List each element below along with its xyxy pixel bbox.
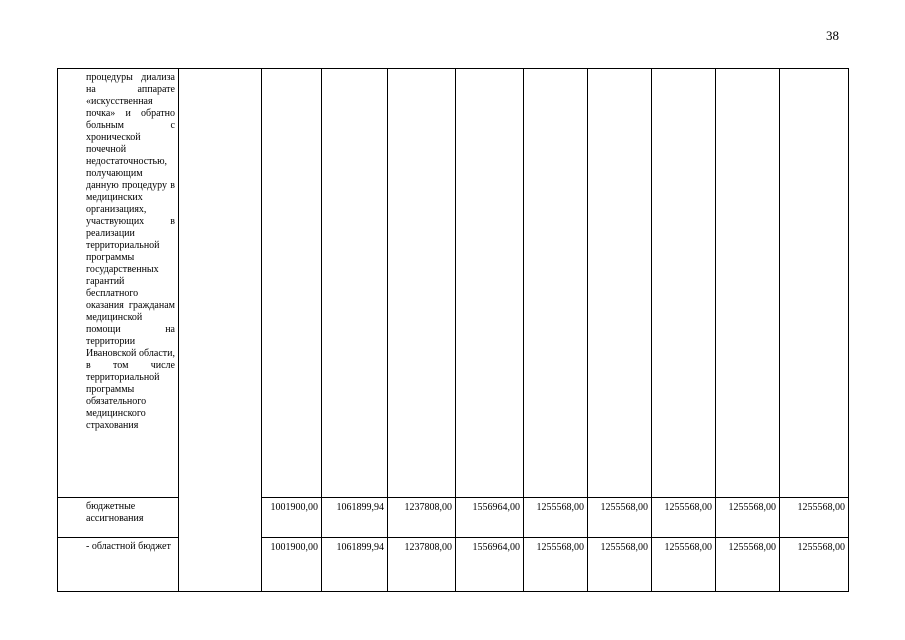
value-cell: 1556964,00 [456, 498, 524, 538]
value-cell: 1255568,00 [780, 498, 849, 538]
value-cell: 1255568,00 [652, 538, 716, 592]
value-cell: 1237808,00 [388, 498, 456, 538]
empty-cell [322, 69, 388, 498]
value-cell: 1237808,00 [388, 538, 456, 592]
value-cell: 1255568,00 [588, 538, 652, 592]
empty-cell [388, 69, 456, 498]
value-cell: 1255568,00 [716, 538, 780, 592]
empty-cell [652, 69, 716, 498]
value-cell: 1001900,00 [262, 498, 322, 538]
budget-table [57, 68, 849, 592]
row-label: бюджетные ассигнования [86, 501, 144, 524]
row-label: - областной бюджет [86, 541, 171, 552]
empty-cell [524, 69, 588, 498]
value-cell: 1061899,94 [322, 538, 388, 592]
row-label-cell [58, 538, 179, 592]
value-cell: 1556964,00 [456, 538, 524, 592]
description-text: процедуры диализа на аппарате «искусственная почка» и обратно больным с хронической почечной недостаточностью, получающим данную процедуру в медицинских организациях, участвующих в реализации территориальной программы государственных гарантий бесплатного оказания гражданам медицинской помощи на территории Ивановской области, в том числе территориальной программы обязательного медицинского страхования [86, 72, 175, 431]
value-cell: 1061899,94 [322, 498, 388, 538]
empty-cell [780, 69, 849, 498]
table-row-description [58, 69, 849, 498]
value-cell: 1255568,00 [524, 498, 588, 538]
value-cell: 1255568,00 [652, 498, 716, 538]
empty-cell [716, 69, 780, 498]
value-cell: 1255568,00 [780, 538, 849, 592]
empty-cell [588, 69, 652, 498]
table-row [58, 498, 849, 538]
value-cell: 1255568,00 [716, 498, 780, 538]
empty-cell [456, 69, 524, 498]
table-row [58, 538, 849, 592]
row-label-cell [58, 498, 179, 538]
description-cell [58, 69, 179, 498]
merged-cell [179, 69, 262, 592]
empty-cell [262, 69, 322, 498]
value-cell: 1255568,00 [524, 538, 588, 592]
value-cell: 1255568,00 [588, 498, 652, 538]
page-number: 38 [826, 28, 839, 43]
value-cell: 1001900,00 [262, 538, 322, 592]
